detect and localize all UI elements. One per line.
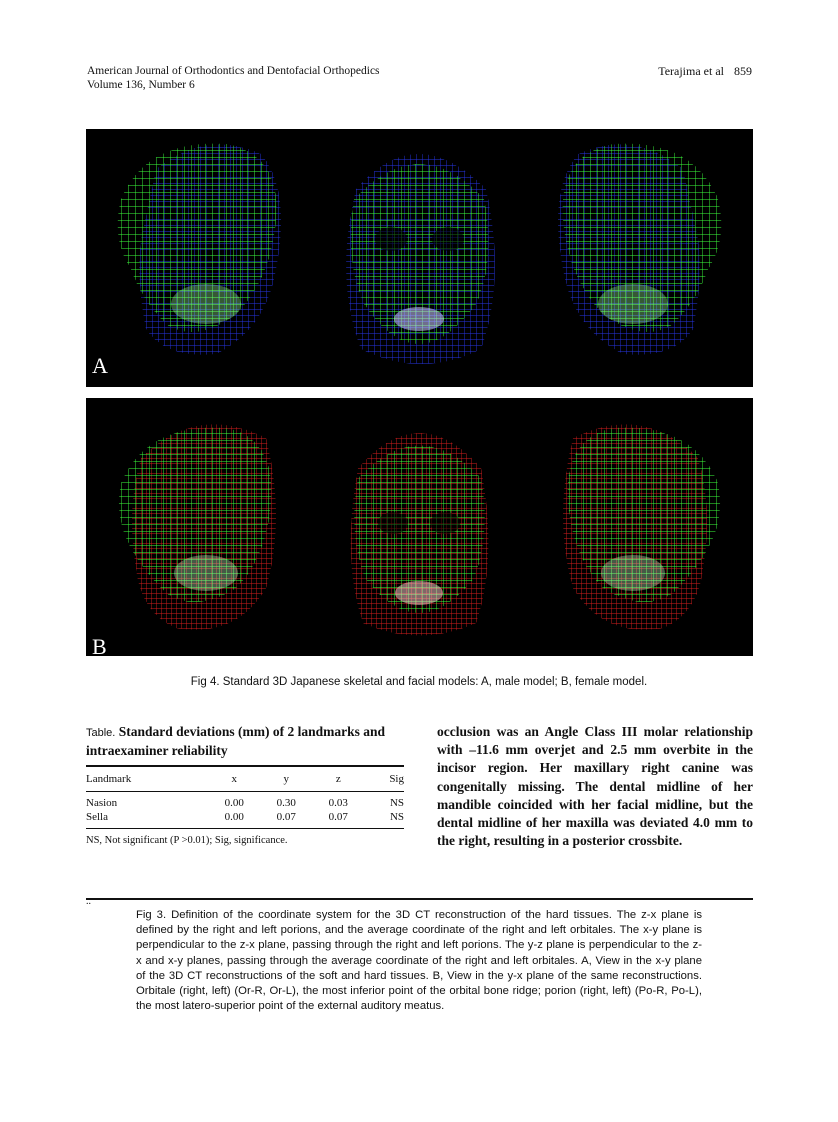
table-cell: 0.00 [224,811,244,823]
col-header-sig: Sig [389,773,404,785]
col-header-landmark: Landmark [86,773,132,785]
male-frontal-view [346,154,495,364]
male-lateral-left-view [118,144,281,355]
female-lateral-left-view [119,424,276,629]
body-paragraph: occlusion was an Angle Class III molar relationship with –11.6 mm overjet and 2.5 mm overbite in the incisor region. Her maxillary right canine was congenitally missing. The dental midline of her mandible coincided with her facial midline, but the dental midline of her maxilla was deviated 4.0 mm to the right, resulting in a posterior crossbite. [437,724,753,849]
table-label: Table. [86,727,116,739]
table-cell: 0.07 [328,811,348,823]
figure-divider [86,387,753,398]
female-frontal-view [351,433,489,636]
running-header-right [658,64,752,79]
table-title [86,723,404,759]
figure4-caption: Fig 4. Standard 3D Japanese skeletal and facial models: A, male model; B, female model. [190,676,648,688]
figure4-panel-b [86,398,753,656]
table-cell: NS [389,797,404,809]
landmark-table-block [86,723,404,846]
figure4-panel-a [86,129,753,387]
col-header-y: y [283,773,289,785]
landmark-table [86,767,404,828]
table-footnote: NS, Not significant (P >0.01); Sig, significance. [86,828,404,846]
table-title-text: Standard deviations (mm) of 2 landmarks and intraexaminer reliability [86,724,386,758]
journal-volume: Volume 136, Number 6 [87,79,195,91]
col-header-z: z [335,773,341,785]
female-skull-models-image [86,398,753,656]
table-cell: 0.00 [224,797,244,809]
male-skull-models-image [86,129,753,387]
panel-a-letter: A [92,353,108,378]
page-number: 859 [734,64,752,78]
section-rule [86,898,753,900]
header-authors: Terajima et al [658,64,724,78]
table-cell: NS [389,811,404,823]
table-cell: 0.03 [328,797,348,809]
journal-name: American Journal of Orthodontics and Dentofacial Orthopedics [87,65,380,77]
table-cell: 0.07 [276,811,296,823]
table-cell: Sella [86,811,108,823]
male-lateral-right-view [558,144,721,355]
running-header-left [87,64,380,92]
table-row [86,810,404,828]
table-cell: 0.30 [276,797,296,809]
rule-dots: .. [86,896,91,907]
figure3-caption: Fig 3. Definition of the coordinate system for the 3D CT reconstruction of the hard tissues. The z-x plane is defined by the right and left porions, and the average coordinate of the right and left orbitales. The x-y plane is perpendicular to the z-x plane, passing through the right and left porions. The y-z plane is perpendicular to the z-x and x-y planes, passing through the average coordinate of the right and left orbitales. A, View in the x-y plane of the 3D CT reconstructions of the soft and hard tissues. B, View in the y-x plane of the same reconstructions. Orbitale (right, left) (Or-R, Or-L), the most inferior point of the orbital bone ridge; porion (right, left) (Po-R, Po-L), the most latero-superior point of the external auditory meatus. [136,909,702,1013]
table-row [86,792,404,811]
col-header-x: x [231,773,237,785]
table-cell: Nasion [86,797,118,809]
female-lateral-right-view [563,424,720,629]
panel-b-letter: B [92,634,107,656]
table-header-row [86,767,404,792]
